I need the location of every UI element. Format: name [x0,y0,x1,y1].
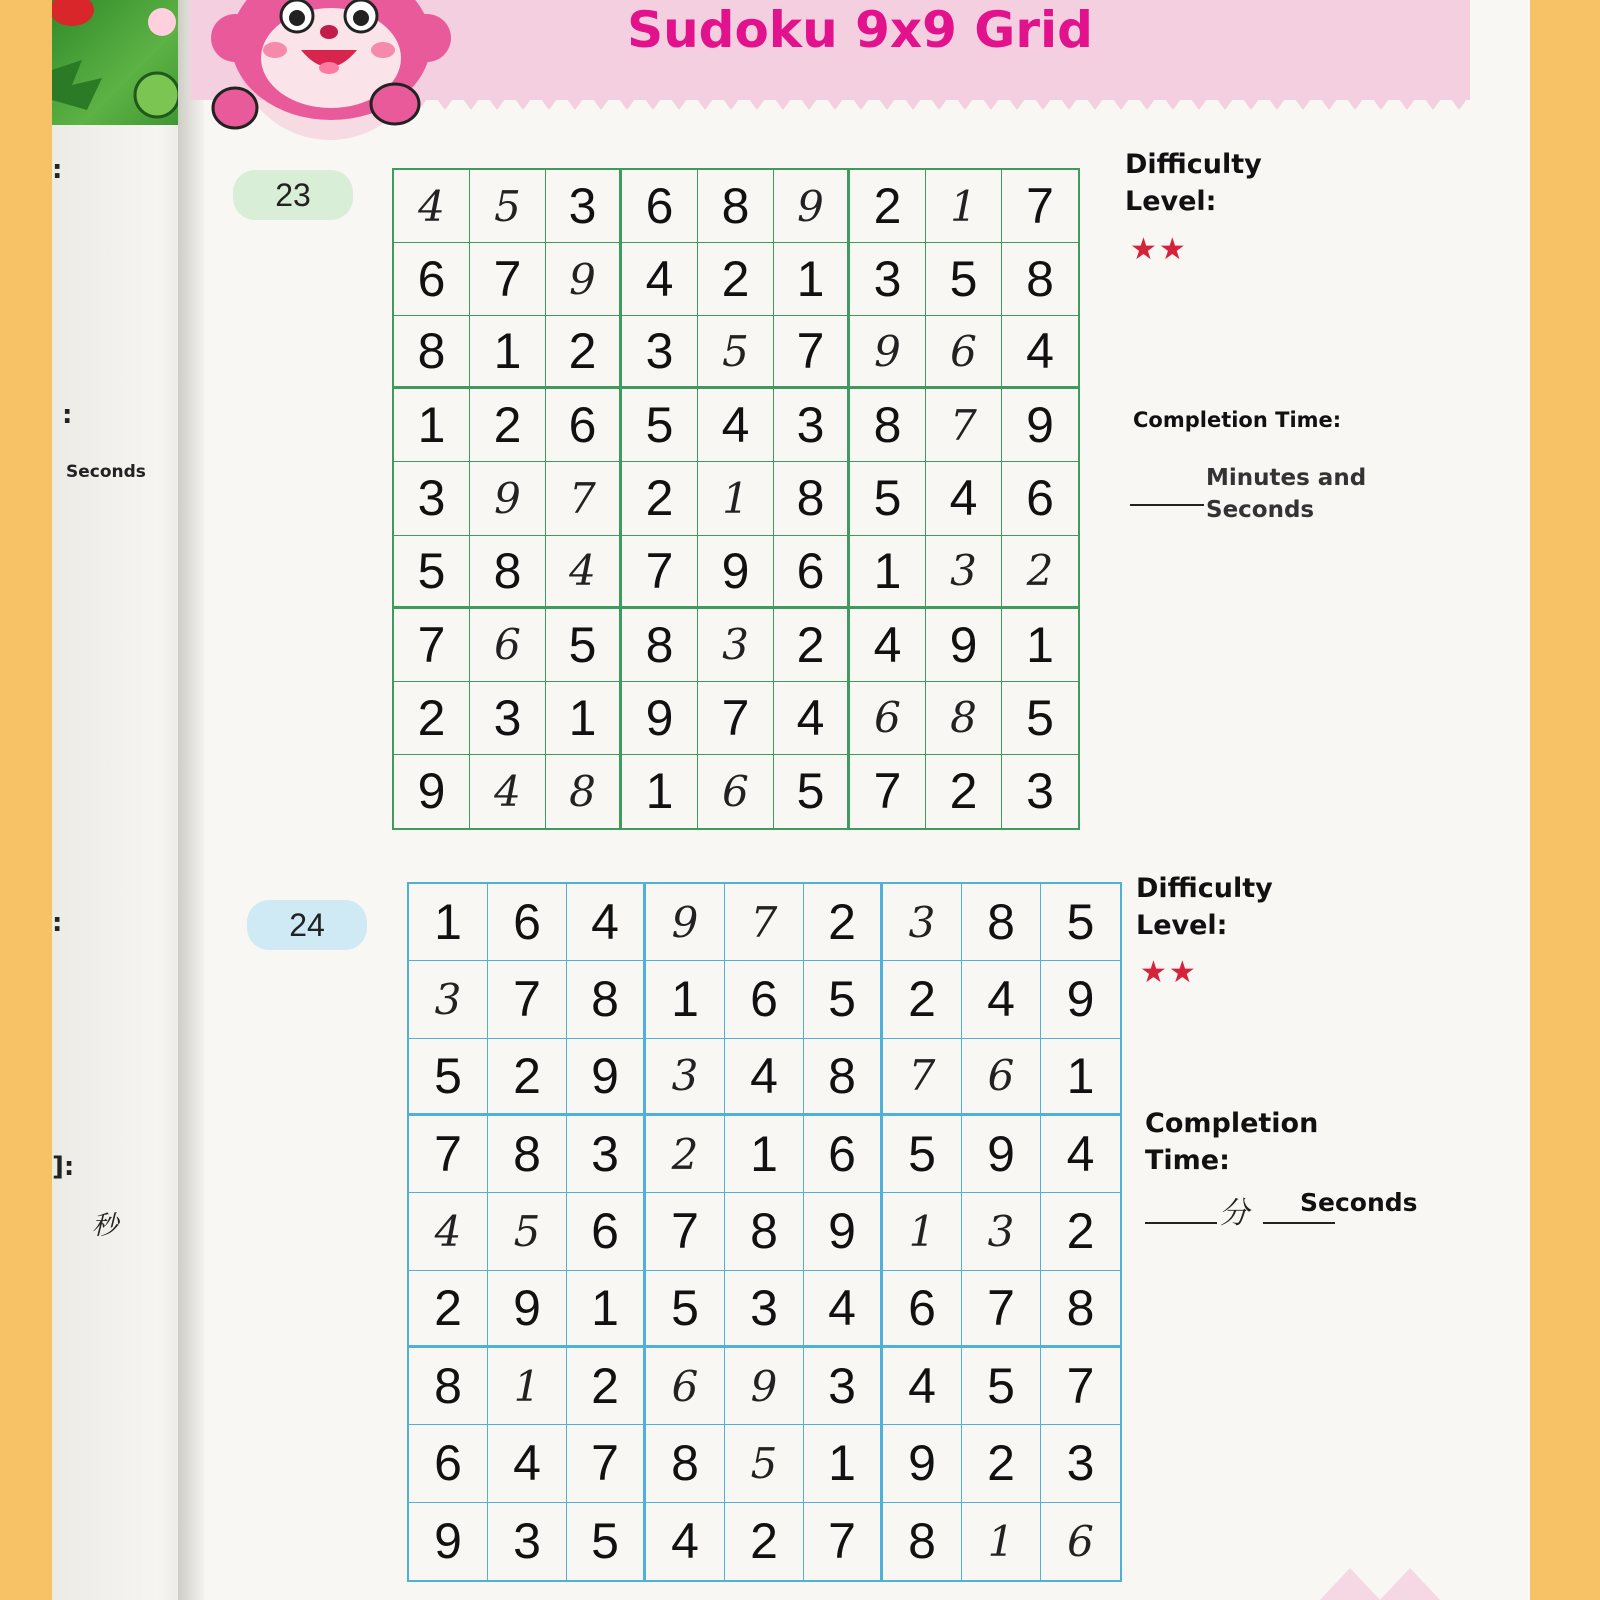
sudoku-cell[interactable]: 4 [470,755,546,828]
sudoku-cell[interactable]: 4 [725,1039,804,1116]
sudoku-cell[interactable]: 8 [646,1425,725,1502]
difficulty-stars: ★★ [1130,232,1188,267]
sudoku-grid-24 [407,882,1122,1582]
sudoku-cell[interactable]: 1 [470,316,546,389]
sudoku-cell[interactable]: 6 [622,170,698,243]
sudoku-cell[interactable]: 2 [546,316,622,389]
sudoku-cell[interactable]: 7 [546,462,622,535]
sudoku-cell[interactable]: 4 [546,536,622,609]
sudoku-cell[interactable]: 7 [962,1271,1041,1348]
sudoku-cell[interactable]: 4 [962,961,1041,1038]
left-page-fragment: ]: [52,1152,75,1182]
time-suffix-label: Minutes and Seconds [1206,465,1367,523]
sudoku-cell[interactable]: 2 [725,1503,804,1580]
leaf-icon [52,0,182,125]
sudoku-cell[interactable]: 9 [774,170,850,243]
sudoku-cell[interactable]: 7 [622,536,698,609]
sudoku-cell[interactable]: 5 [850,462,926,535]
sudoku-cell[interactable]: 9 [962,1116,1041,1193]
zigzag-border [380,92,1470,116]
sudoku-cell[interactable]: 8 [926,682,1002,755]
sudoku-cell[interactable]: 6 [1002,462,1078,535]
sudoku-cell[interactable]: 5 [698,316,774,389]
sudoku-cell[interactable]: 8 [488,1116,567,1193]
sudoku-cell[interactable]: 6 [774,536,850,609]
sudoku-cell[interactable]: 4 [646,1503,725,1580]
sudoku-cell[interactable]: 2 [962,1425,1041,1502]
sudoku-grid-23 [392,168,1080,830]
sudoku-cell[interactable]: 8 [409,1348,488,1425]
sudoku-cell[interactable]: 1 [804,1425,883,1502]
difficulty-label: Difficulty Level: [1136,873,1273,941]
sudoku-cell[interactable]: 3 [488,1503,567,1580]
sudoku-cell[interactable]: 5 [394,536,470,609]
sudoku-cell[interactable]: 3 [698,609,774,682]
sudoku-cell[interactable]: 7 [883,1039,962,1116]
sudoku-cell[interactable]: 7 [1002,170,1078,243]
sudoku-cell[interactable]: 5 [646,1271,725,1348]
sudoku-cell[interactable]: 9 [850,316,926,389]
sudoku-cell[interactable]: 2 [774,609,850,682]
sudoku-cell[interactable]: 5 [1002,682,1078,755]
sudoku-cell[interactable]: 5 [470,170,546,243]
sudoku-cell[interactable]: 1 [646,961,725,1038]
sudoku-cell[interactable]: 3 [725,1271,804,1348]
sudoku-cell[interactable]: 9 [646,884,725,961]
sudoku-cell[interactable]: 8 [1002,243,1078,316]
sudoku-cell[interactable]: 7 [646,1193,725,1270]
sudoku-cell[interactable]: 8 [850,389,926,462]
sudoku-cell[interactable]: 4 [926,462,1002,535]
sudoku-cell[interactable]: 3 [883,884,962,961]
sudoku-cell[interactable]: 6 [883,1271,962,1348]
sudoku-cell[interactable]: 6 [1067,1516,1094,1566]
sudoku-cell[interactable]: 5 [488,1193,567,1270]
sudoku-cell[interactable]: 6 [646,1348,725,1425]
left-page-fragment: : [52,908,63,938]
sudoku-cell[interactable]: 5 [883,1116,962,1193]
sudoku-cell[interactable]: 9 [409,1503,488,1580]
sudoku-cell[interactable]: 8 [698,170,774,243]
sudoku-cell[interactable]: 1 [546,682,622,755]
book-spine [178,0,204,1600]
sudoku-cell[interactable]: 1 [409,884,488,961]
completion-time-label: Completion Time: [1133,408,1342,432]
sudoku-cell[interactable]: 8 [725,1193,804,1270]
sudoku-cell[interactable]: 4 [409,1193,488,1270]
sudoku-cell[interactable]: 8 [470,536,546,609]
sudoku-cell[interactable]: 5 [804,961,883,1038]
left-page-fragment: : [52,155,63,185]
sudoku-cell[interactable]: 1 [394,389,470,462]
completion-time-label: Completion Time: [1145,1108,1319,1176]
sudoku-cell[interactable]: 2 [488,1039,567,1116]
sudoku-cell[interactable]: 7 [1041,1348,1120,1425]
sudoku-cell[interactable]: 7 [567,1425,646,1502]
sudoku-cell[interactable]: 4 [850,609,926,682]
sudoku-cell[interactable]: 1 [698,462,774,535]
sudoku-cell[interactable]: 2 [567,1348,646,1425]
sudoku-cell[interactable]: 1 [1041,1039,1120,1116]
minute-char: 分 [1219,1196,1249,1231]
sudoku-cell[interactable]: 1 [926,170,1002,243]
sudoku-cell[interactable]: 3 [774,389,850,462]
sudoku-cell[interactable]: 4 [622,243,698,316]
sudoku-cell[interactable]: 8 [774,462,850,535]
sudoku-cell[interactable]: 6 [567,1193,646,1270]
sudoku-cell[interactable]: 8 [567,961,646,1038]
sudoku-cell[interactable]: 1 [1002,609,1078,682]
sudoku-cell[interactable]: 3 [962,1193,1041,1270]
sudoku-cell[interactable]: 9 [567,1039,646,1116]
monkey-mascot-icon [205,0,465,140]
time-suffix-label: Seconds [1300,1188,1418,1217]
sudoku-cell[interactable]: 9 [883,1425,962,1502]
sudoku-cell[interactable]: 6 [698,755,774,828]
sudoku-cell[interactable]: 5 [409,1039,488,1116]
sudoku-cell[interactable]: 5 [926,243,1002,316]
sudoku-cell[interactable]: 9 [622,682,698,755]
sudoku-cell[interactable]: 2 [698,243,774,316]
sudoku-cell[interactable]: 3 [470,682,546,755]
sudoku-cell[interactable]: 6 [850,682,926,755]
sudoku-cell[interactable]: 3 [394,462,470,535]
sudoku-cell[interactable]: 2 [1002,536,1078,609]
sudoku-cell[interactable]: 4 [488,1425,567,1502]
page-title: Sudoku 9x9 Grid [627,1,1093,59]
sudoku-cell[interactable]: 8 [546,755,622,828]
sudoku-cell[interactable]: 8 [883,1503,962,1580]
sudoku-cell[interactable]: 5 [1041,884,1120,961]
sudoku-cell[interactable]: 6 [725,961,804,1038]
sudoku-cell[interactable]: 7 [774,316,850,389]
sudoku-cell[interactable]: 8 [1041,1271,1120,1348]
sudoku-cell[interactable]: 4 [774,682,850,755]
sudoku-cell[interactable]: 7 [409,1116,488,1193]
sudoku-cell[interactable]: 2 [883,961,962,1038]
sudoku-cell[interactable]: 2 [804,884,883,961]
sudoku-cell[interactable]: 9 [394,755,470,828]
sudoku-cell[interactable]: 1 [622,755,698,828]
sudoku-cell[interactable]: 8 [962,884,1041,961]
sudoku-cell[interactable]: 4 [698,389,774,462]
sudoku-cell[interactable]: 6 [926,316,1002,389]
sudoku-cell[interactable]: 3 [850,243,926,316]
sudoku-cell[interactable]: 8 [804,1039,883,1116]
sudoku-cell[interactable]: 9 [698,536,774,609]
sudoku-cell[interactable]: 4 [1041,1116,1120,1193]
sudoku-cell[interactable]: 3 [622,316,698,389]
left-page-fragment: : [62,400,73,430]
sudoku-cell[interactable]: 3 [1026,763,1054,820]
sudoku-cell[interactable]: 6 [962,1039,1041,1116]
sudoku-cell[interactable]: 7 [470,243,546,316]
sudoku-cell[interactable]: 5 [774,755,850,828]
sudoku-cell[interactable]: 4 [1002,316,1078,389]
minutes-blank[interactable] [1145,1222,1217,1224]
sudoku-cell[interactable]: 9 [470,462,546,535]
sudoku-cell[interactable]: 9 [546,243,622,316]
sudoku-cell[interactable]: 6 [804,1116,883,1193]
sudoku-cell[interactable]: 3 [546,170,622,243]
sudoku-cell[interactable]: 7 [488,961,567,1038]
sudoku-cell[interactable]: 7 [394,609,470,682]
sudoku-cell[interactable]: 9 [1002,389,1078,462]
sudoku-cell[interactable]: 6 [409,1425,488,1502]
sudoku-cell[interactable]: 1 [725,1116,804,1193]
sudoku-cell[interactable]: 8 [622,609,698,682]
sudoku-cell[interactable]: 9 [804,1193,883,1270]
puzzle-number-badge: 24 [247,900,367,950]
sudoku-cell[interactable]: 2 [470,389,546,462]
left-page-fragment: Seconds [66,462,146,482]
sudoku-cell[interactable]: 7 [926,389,1002,462]
seconds-blank[interactable] [1263,1222,1335,1224]
sudoku-cell[interactable]: 2 [394,682,470,755]
sudoku-cell[interactable]: 4 [883,1348,962,1425]
sudoku-cell[interactable]: 1 [488,1348,567,1425]
sudoku-cell[interactable]: 3 [926,536,1002,609]
sudoku-cell[interactable]: 7 [725,884,804,961]
sudoku-cell[interactable]: 4 [804,1271,883,1348]
sudoku-cell[interactable]: 3 [567,1116,646,1193]
left-page-fragment: 秒 [92,1211,119,1241]
sudoku-cell[interactable]: 1 [774,243,850,316]
sudoku-cell[interactable]: 3 [1041,1425,1120,1502]
sudoku-cell[interactable]: 1 [883,1193,962,1270]
difficulty-label: Difficulty Level: [1125,149,1262,217]
sudoku-cell[interactable]: 6 [470,609,546,682]
sudoku-cell[interactable]: 8 [394,316,470,389]
sudoku-cell[interactable]: 1 [962,1503,1041,1580]
sudoku-cell[interactable]: 5 [546,609,622,682]
sudoku-cell[interactable]: 4 [567,884,646,961]
puzzle-number-badge: 23 [233,170,353,220]
sudoku-cell[interactable]: 3 [646,1039,725,1116]
sudoku-cell[interactable]: 1 [850,536,926,609]
sudoku-cell[interactable]: 7 [698,682,774,755]
sudoku-cell[interactable]: 3 [804,1348,883,1425]
sudoku-cell[interactable]: 5 [962,1348,1041,1425]
sudoku-cell[interactable]: 7 [850,755,926,828]
sudoku-cell[interactable]: 4 [394,170,470,243]
sudoku-cell[interactable]: 7 [804,1503,883,1580]
sudoku-cell[interactable]: 2 [926,755,1002,828]
sudoku-cell[interactable]: 2 [409,1271,488,1348]
difficulty-stars: ★★ [1140,955,1198,990]
sudoku-cell[interactable]: 6 [394,243,470,316]
sudoku-cell[interactable]: 9 [926,609,1002,682]
sudoku-cell[interactable]: 2 [850,170,926,243]
minutes-blank[interactable] [1130,504,1204,506]
sudoku-cell[interactable]: 5 [622,389,698,462]
sudoku-cell[interactable]: 1 [567,1271,646,1348]
sudoku-cell[interactable]: 6 [488,884,567,961]
sudoku-cell[interactable]: 5 [567,1503,646,1580]
sudoku-cell[interactable]: 9 [725,1348,804,1425]
sudoku-cell[interactable]: 6 [546,389,622,462]
sudoku-cell[interactable]: 9 [1041,961,1120,1038]
sudoku-cell[interactable]: 2 [646,1116,725,1193]
bottom-decoration [1320,1560,1480,1600]
sudoku-cell[interactable]: 2 [622,462,698,535]
sudoku-cell[interactable]: 9 [488,1271,567,1348]
sudoku-cell[interactable]: 2 [1041,1193,1120,1270]
left-page-illustration [52,0,182,125]
sudoku-cell[interactable]: 3 [409,961,488,1038]
sudoku-cell[interactable]: 5 [725,1425,804,1502]
